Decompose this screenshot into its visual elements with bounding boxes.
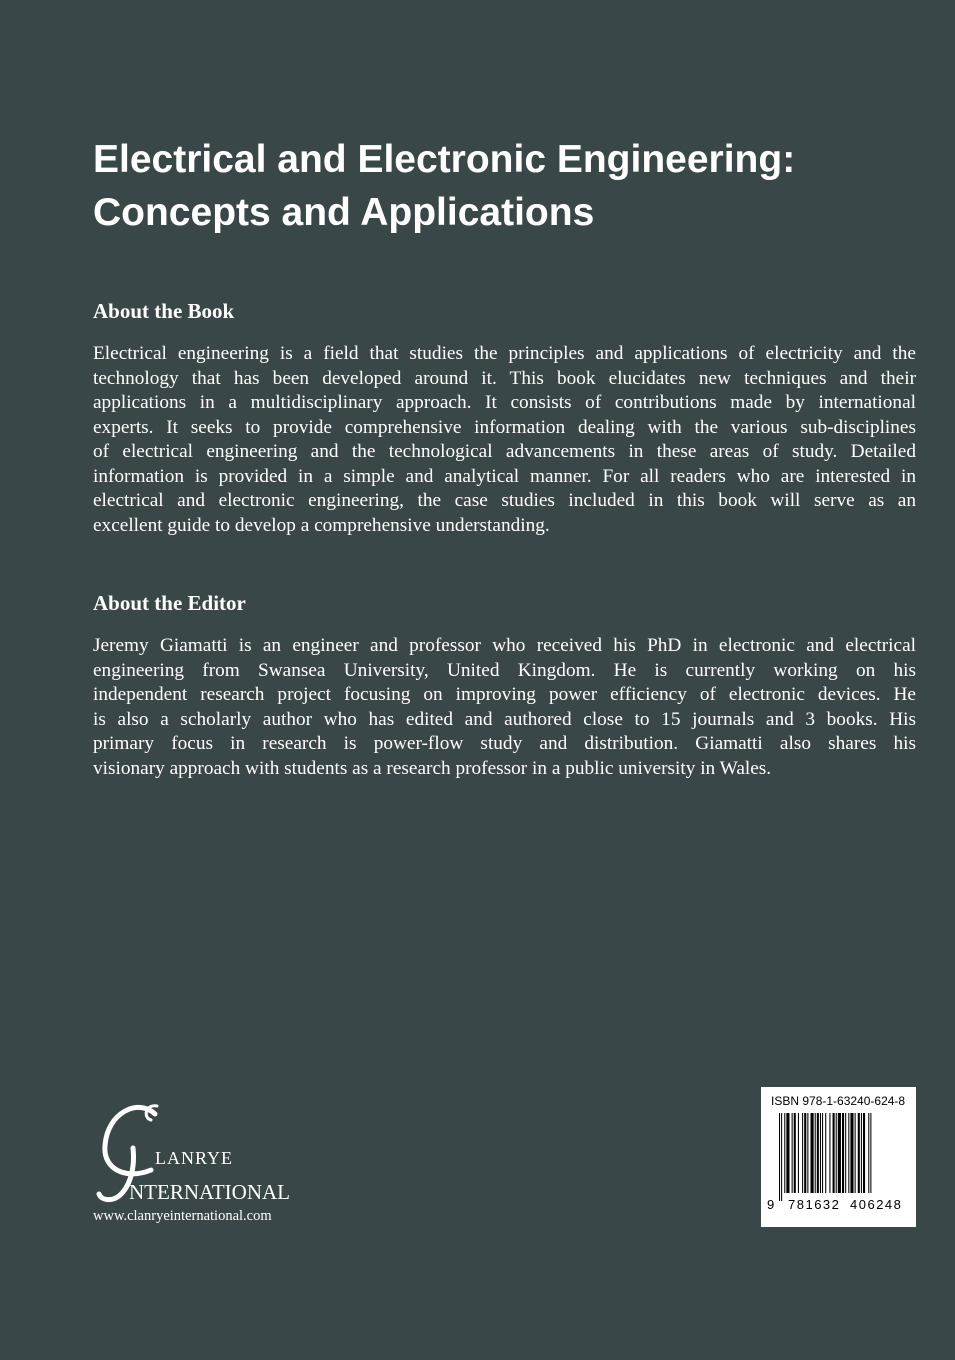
barcode-bar: [838, 1113, 841, 1193]
barcode-bar: [863, 1113, 865, 1193]
text-line: applications in a multidisciplinary approach. It consists of contributions made by international: [93, 392, 916, 413]
barcode-bar: [870, 1113, 871, 1193]
barcode-bar: [807, 1113, 808, 1193]
barcode-bar: [861, 1113, 862, 1193]
about-book-text: [93, 342, 916, 538]
barcode-bar: [820, 1113, 821, 1193]
barcode-bar: [842, 1113, 844, 1193]
barcode-bar: [822, 1113, 823, 1193]
barcode-bar: [781, 1113, 782, 1201]
barcode-bar: [829, 1113, 830, 1193]
title-line-2: Concepts and Applications: [93, 191, 595, 234]
barcode-bar: [784, 1113, 785, 1193]
publisher-logo: [93, 1096, 313, 1236]
barcode-bar: [815, 1113, 816, 1193]
barcode-digits-left: 781632: [788, 1197, 841, 1212]
text-line: of electrical engineering and the technological advancements in these areas of study. Detailed: [93, 441, 916, 462]
barcode-bar: [779, 1113, 780, 1201]
barcode-digits-right: 406248: [850, 1197, 903, 1212]
text-line: primary focus in research is power-flow study and distribution. Giamatti also shares his: [93, 733, 916, 754]
barcode-bars-icon: [779, 1113, 905, 1201]
about-editor-text: [93, 634, 916, 781]
barcode-bar: [798, 1113, 799, 1193]
text-line: excellent guide to develop a comprehensive understanding.: [93, 514, 550, 536]
barcode-bar: [794, 1113, 796, 1193]
barcode-bar: [848, 1113, 849, 1193]
about-editor-heading: About the Editor: [93, 591, 246, 615]
text-line: information is provided in a simple and analytical manner. For all readers who are interested in: [93, 465, 916, 487]
isbn-barcode: [761, 1087, 916, 1227]
text-line: visionary approach with students as a research professor in a public university in Wales.: [93, 757, 772, 779]
text-line: Jeremy Giamatti is an engineer and professor who received his PhD in electronic and electrical: [93, 635, 916, 656]
text-line: engineering from Swansea University, United Kingdom. He is currently working on his: [93, 659, 916, 681]
barcode-bar: [792, 1113, 793, 1193]
barcode-bar: [836, 1113, 837, 1193]
text-line: technology that has been developed around it. This book elucidates new techniques and their: [93, 367, 916, 389]
isbn-label: ISBN 978-1-63240-624-8: [771, 1094, 906, 1108]
barcode-bar: [833, 1113, 835, 1193]
text-line: experts. It seeks to provide comprehensive information dealing with the various sub-disciplines: [93, 416, 916, 438]
publisher-website: www.clanryeinternational.com: [93, 1208, 272, 1224]
text-line: Electrical engineering is a field that studies the principles and applications of electricity and the: [93, 343, 916, 364]
text-line: independent research project focusing on improving power efficiency of electronic devices. He: [93, 684, 916, 705]
logo-wordmark-top: LANRYE: [155, 1148, 233, 1168]
barcode-bar: [817, 1113, 819, 1193]
barcode-bar: [845, 1113, 846, 1193]
barcode-bar: [868, 1113, 869, 1193]
book-title: [93, 133, 913, 239]
barcode-digit-lead: 9: [767, 1197, 775, 1212]
logo-wordmark-bottom: NTERNATIONAL: [129, 1180, 290, 1204]
barcode-bar: [802, 1113, 803, 1193]
text-line: electrical and electronic engineering, the case studies included in this book will serve as an: [93, 490, 916, 511]
about-book-heading: About the Book: [93, 299, 235, 323]
barcode-bar: [786, 1113, 789, 1193]
barcode-bar: [804, 1113, 806, 1193]
barcode-bar: [825, 1113, 826, 1193]
barcode-bar: [811, 1113, 814, 1193]
barcode-bar: [855, 1113, 856, 1193]
text-line: is also a scholarly author who has edited and authored close to 15 journals and 3 books. His: [93, 708, 916, 730]
barcode-bar: [850, 1113, 853, 1193]
title-line-1: Electrical and Electronic Engineering:: [93, 138, 796, 181]
barcode-bar: [858, 1113, 860, 1193]
